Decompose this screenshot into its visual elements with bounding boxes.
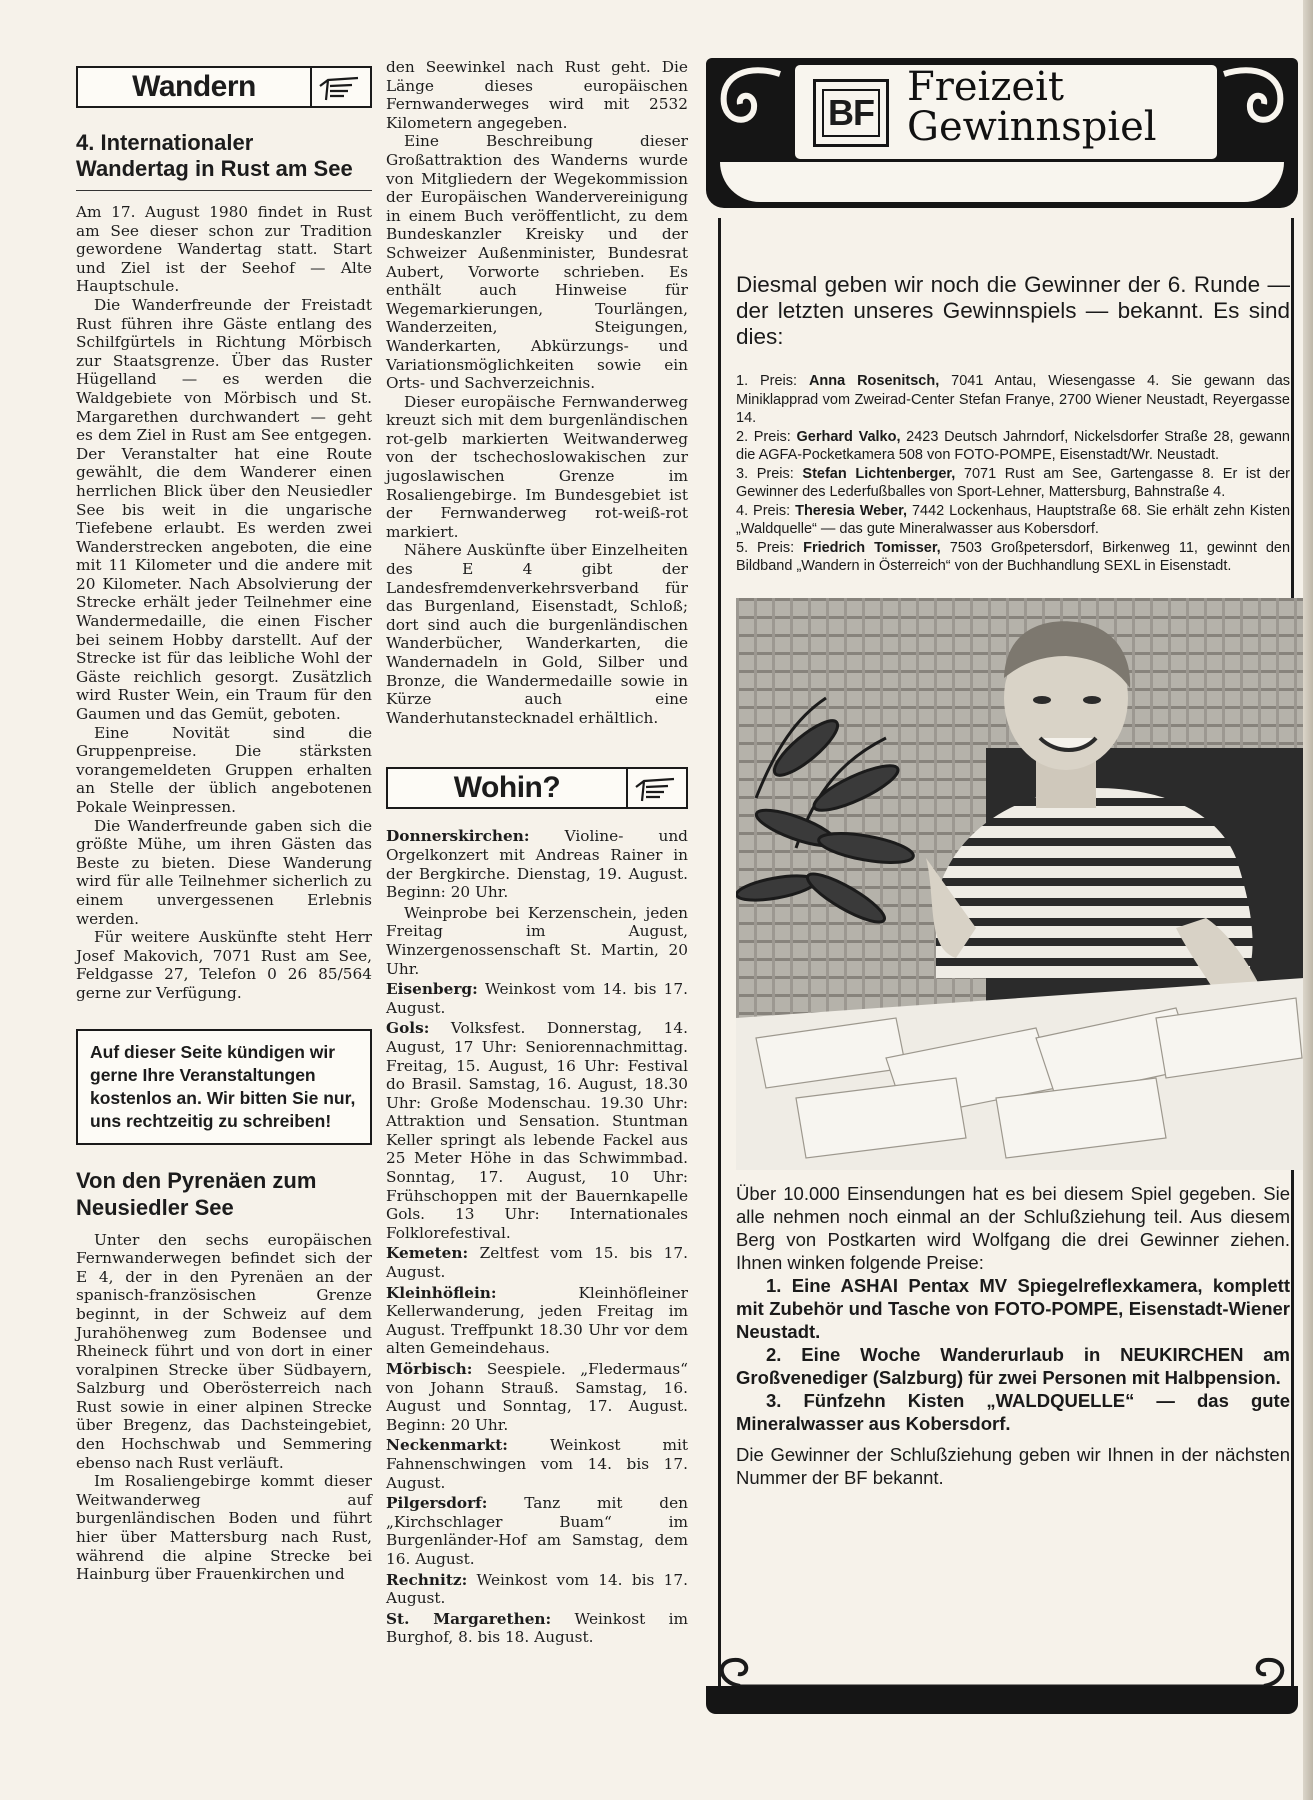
ornament-right-icon — [1214, 64, 1294, 160]
section-title: Wohin? — [453, 771, 561, 805]
event-text: Weinprobe bei Kerzenschein, jeden Freitag im August, Winzergenossenschaft St. Martin, 20 Uhr. — [386, 903, 688, 978]
section-title: Wandern — [132, 70, 256, 103]
winner-prefix: 2. Preis: — [736, 428, 791, 445]
photo-image — [736, 598, 1304, 1170]
article-headline-2: Von den Pyrenäen zum Neusiedler See — [76, 1167, 317, 1220]
event-text: Weinkost mit Fahnenschwingen vom 14. bis 17. August. — [386, 1436, 688, 1492]
event-text: Weinkost vom 14. bis 17. August. — [386, 980, 688, 1017]
notice-box: Auf dieser Seite kündigen wir gerne Ihre Veranstaltungen kostenlos an. Wir bitten Sie nur, uns rechtzeitig zu schreiben! — [76, 1029, 372, 1145]
bf-logo: BF — [813, 79, 889, 147]
winner-name: Friedrich Tomisser, — [803, 539, 941, 556]
event-item — [386, 1360, 688, 1434]
prize-item: 2. Eine Woche Wanderurlaub in NEUKIRCHEN am Großvenediger (Salzburg) für zwei Personen mit Halbpension. — [736, 1343, 1290, 1388]
event-place: Neckenmarkt: — [386, 1436, 508, 1455]
event-place: Gols: — [386, 1019, 430, 1038]
winner-name: Gerhard Valko, — [796, 428, 901, 445]
event-place: Pilgersdorf: — [386, 1494, 488, 1513]
event-place: Kemeten: — [386, 1244, 469, 1263]
event-item — [386, 980, 688, 1017]
event-text: Weinkost im Burghof, 8. bis 18. August. — [386, 1609, 688, 1647]
article-body — [76, 203, 372, 1003]
winner-name: Anna Rosenitsch, — [808, 373, 940, 389]
prize-item: 1. Eine ASHAI Pentax MV Spiegelreflexkamera, komplett mit Zubehör und Tasche von FOTO-POMPE, Eisenstadt-Wiener Neustadt. — [736, 1274, 1290, 1342]
event-item — [386, 904, 688, 978]
article-body-2 — [76, 1231, 372, 1584]
paragraph: Für weitere Auskünfte steht Herr Josef Makovich, 7071 Rust am See, Feldgasse 27, Telefon 0 26 85/564 gerne zur Verfügung. — [76, 928, 372, 1002]
paragraph: Am 17. August 1980 findet in Rust am See dieser schon zur Tradition gewordene Wandertag statt. Start und Ziel ist der Seehof — Alte Hauptschule. — [76, 203, 372, 296]
page-edge — [1303, 0, 1313, 1800]
prize-list — [736, 1274, 1290, 1435]
event-text: Tanz mit den „Kirchschlager Buam“ im Burgenländer-Hof am Samstag, dem 16. August. — [386, 1494, 688, 1568]
winner-list — [736, 372, 1290, 576]
lower-text: Über 10.000 Einsendungen hat es bei diesem Spiel gegeben. Sie alle nehmen noch einmal an der Schlußziehung teil. Aus diesem Berg von Postkarten wird Wolfgang die drei Gewinner ziehen. Ihnen winken folgende Preise: — [736, 1182, 1290, 1273]
winner-prefix: 1. Preis: — [736, 373, 798, 389]
event-place: Rechnitz: — [386, 1570, 468, 1589]
winner-text: 2423 Deutsch Jahrndorf, Nickelsdorfer Straße 28, gewann die AGFA-Pocketkamera 508 von FOTO-POMPE, Eisenstadt/Wr. Neustadt. — [736, 428, 1290, 463]
event-text: Weinkost vom 14. bis 17. August. — [386, 1570, 688, 1608]
closing-text: Die Gewinner der Schlußziehung geben wir Ihnen in der nächsten Nummer der BF bekannt. — [736, 1443, 1290, 1488]
event-item — [386, 1244, 688, 1281]
ornament-left-icon — [710, 64, 790, 160]
event-text: Zeltfest vom 15. bis 17. August. — [386, 1244, 688, 1282]
bottom-bar — [706, 1686, 1298, 1714]
event-item — [386, 1284, 688, 1358]
paragraph: Dieser europäische Fernwanderweg kreuzt sich mit dem burgenländischen rot-gelb markierten Weitwanderweg von der tschechoslowakischen zur jugoslawischen Grenze im Rosaliengebirge. Im Bundesgebiet ist der Fernwanderweg rot-weiß-rot markiert. — [386, 392, 688, 541]
paragraph: Unter den sechs europäischen Fernwanderwegen befindet sich der E 4, der in den Pyrenäen an der spanisch-französischen Grenze beginnt, in der Schweiz auf dem Jurahöhenweg zum Bodensee und Rheineck führt und von dort in einer voralpinen Strecke über Südbayern, Salzburg und Oberösterreich nach Rust sowie in einer alpinen Strecke über Bregenz, das Dachsteingebiet, den Hochschwab und Semmering ebenso nach Rust verläuft. — [76, 1230, 372, 1472]
prize-item: 3. Fünfzehn Kisten „WALDQUELLE“ — das gute Mineralwasser aus Kobersdorf. — [736, 1389, 1290, 1434]
paragraph: Nähere Auskünfte über Einzelheiten des E 4 gibt der Landesfremdenverkehrsverband für das Burgenland, Eisenstadt, Schloß; dort sind auch die burgenländischen Wanderbücher, Wanderkarten, die Wandernadeln in Gold, Silber und Bronze, die Wandermedaille sowie in Kürze auch eine Wanderhutanstecknadel erhältlich. — [386, 541, 688, 727]
winner-name: Theresia Weber, — [795, 502, 907, 519]
event-item — [386, 827, 688, 901]
photo-boy — [736, 598, 1304, 1170]
winner-name: Stefan Lichtenberger, — [802, 465, 956, 482]
paragraph: Eine Beschreibung dieser Großattraktion des Wanderns wurde von Mitgliedern der Wegekommission der Europäischen Wandervereinigung in einem Buch veröffentlicht, zu dem Bundeskanzler Kreisky und der Schweizer Außenminister, Bundesrat Aubert, Vorworte schrieben. Es enthält auch Hinweise für Wegemarkierungen, Tourlängen, Wanderzeiten, Steigungen, Wanderkarten, Abkürzungs- und Variationsmöglichkeiten sowie ein Orts- und Sachverzeichnis. — [386, 132, 688, 393]
pointing-hand-icon — [310, 68, 370, 106]
banner — [706, 58, 1298, 208]
pointing-hand-icon — [626, 769, 686, 807]
banner-title: Freizeit Gewinnspiel — [907, 64, 1157, 150]
winner-item — [736, 502, 1290, 539]
winner-prefix: 4. Preis: — [736, 502, 791, 519]
event-text: Kleinhöfleiner Kellerwanderung, jeden Freitag im August. Treffpunkt 18.30 Uhr vor dem alten Gemeindehaus. — [386, 1283, 688, 1358]
banner-title-box — [792, 62, 1220, 162]
section-header-wandern — [76, 66, 372, 108]
article-headline: 4. Internationaler Wandertag in Rust am See — [76, 130, 372, 191]
winner-text: 7071 Rust am See, Gartengasse 8. Er ist der Gewinner des Lederfußballes von Sport-Lehner, Mattersburg, Bahnstraße 4. — [736, 465, 1290, 500]
event-place: St. Margarethen: — [386, 1609, 552, 1628]
event-text: Volksfest. Donnerstag, 14. August, 17 Uhr: Seniorennachmittag. Freitag, 15. August, 16 Uhr: Festival do Brasil. Samstag, 16. August, 18.30 Uhr: Große Modenschau. 19.30 Uhr: Attraktion und Sensation. Stuntman Keller springt als lebende Fackel aus 25 Meter Höhe in das Schwimmbad. Sonntag, 17. August, 10 Uhr: Frühschoppen mit der Bauernkapelle Gols. 13 Uhr: Internationales Folklorefestival. — [386, 1019, 688, 1242]
winner-item — [736, 539, 1290, 576]
event-item — [386, 1494, 688, 1568]
winner-item — [736, 465, 1290, 502]
event-text: Seespiele. „Fledermaus“ von Johann Strauß. Samstag, 16. August und Sonntag, 17. August. Beginn: 20 Uhr. — [386, 1360, 688, 1434]
event-place: Donnerskirchen: — [386, 827, 530, 846]
winner-prefix: 5. Preis: — [736, 539, 795, 556]
section-header-wohin — [386, 767, 688, 809]
paragraph: Die Wanderfreunde gaben sich die größte Mühe, um ihren Gästen das Beste zu bieten. Diese Wanderung wird für alle Teilnehmer sicherlich zu einem unvergessenen Erlebnis werden. — [76, 816, 372, 928]
winner-prefix: 3. Preis: — [736, 465, 794, 482]
winner-text: 7041 Antau, Wiesengasse 4. Sie gewann das Miniklapprad vom Zweirad-Center Stefan Franye, 2700 Wiener Neustadt, Reyergasse 14. — [736, 373, 1291, 426]
event-item — [386, 1610, 688, 1647]
gewinnspiel-content — [736, 272, 1290, 1489]
winner-text: 7503 Großpetersdorf, Birkenweg 11, gewinnt den Bildband „Wandern in Österreich“ von der Buchhandlung SEXL in Eisenstadt. — [736, 539, 1291, 574]
event-item — [386, 1019, 688, 1242]
event-list — [386, 827, 688, 1647]
event-item — [386, 1571, 688, 1608]
paragraph: den Seewinkel nach Rust geht. Die Länge dieses europäischen Fernwanderweges wird mit 2532 Kilometern angegeben. — [386, 58, 688, 132]
column-continuation — [386, 58, 688, 1649]
paragraph: Die Wanderfreunde der Freistadt Rust führen ihre Gäste entlang des Schilfgürtels in Richtung Mörbisch zur Staatsgrenze. Über das Ruster Hügelland — es werden die Waldgebiete von Mörbisch und St. Margarethen durchwandert — geht es dem Ziel in Rust am See entgegen. Der Veranstalter hat eine Route gewählt, die dem Wanderer einen herrlichen Blick über den Neusiedler See bis weit in die ungarische Tiefebene erlaubt. Es werden zwei Wanderstrecken angeboten, die eine mit 11 Kilometer und die andere mit 20 Kilometer. Nach Absolvierung der Strecke erhält jeder Teilnehmer eine Wandermedaille, die einen Fischer bei seinem Hobby darstellt. Auf der Strecke ist für das leibliche Wohl der Gäste reichlich gesorgt. Zusätzlich wird Ruster Wein, ein Traum für den Gaumen und das Gemüt, geboten. — [76, 295, 372, 724]
event-item — [386, 1436, 688, 1492]
event-place: Mörbisch: — [386, 1360, 473, 1378]
article-continuation — [386, 58, 688, 727]
event-place: Eisenberg: — [386, 980, 478, 999]
winner-item — [736, 372, 1290, 428]
winner-text: 7442 Lockenhaus, Hauptstraße 68. Sie erhält zehn Kisten „Waldquelle“ — das gute Mineralwasser aus Kobersdorf. — [736, 502, 1291, 537]
event-place: Kleinhöflein: — [386, 1283, 497, 1302]
event-text: Violine- und Orgelkonzert mit Andreas Rainer in der Bergkirche. Dienstag, 19. August. Beginn: 20 Uhr. — [386, 827, 688, 902]
paragraph: Eine Novität sind die Gruppenpreise. Die stärksten vorangemeldeten Gruppen erhalten an Stelle der üblich angebotenen Pokale Weinpressen. — [76, 723, 372, 816]
paragraph: Im Rosaliengebirge kommt dieser Weitwanderweg auf burgenländischen Boden und führt hier über Mattersburg nach Rust, während die alpine Strecke bei Hainburg über Frauenkirchen und — [76, 1472, 372, 1584]
banner-lower-panel — [720, 162, 1284, 202]
column-wandern — [76, 66, 372, 1584]
winner-item — [736, 428, 1290, 465]
intro-text: Diesmal geben wir noch die Gewinner der 6. Runde — der letzten unseres Gewinnspiels — bekannt. Es sind dies: — [736, 272, 1290, 349]
